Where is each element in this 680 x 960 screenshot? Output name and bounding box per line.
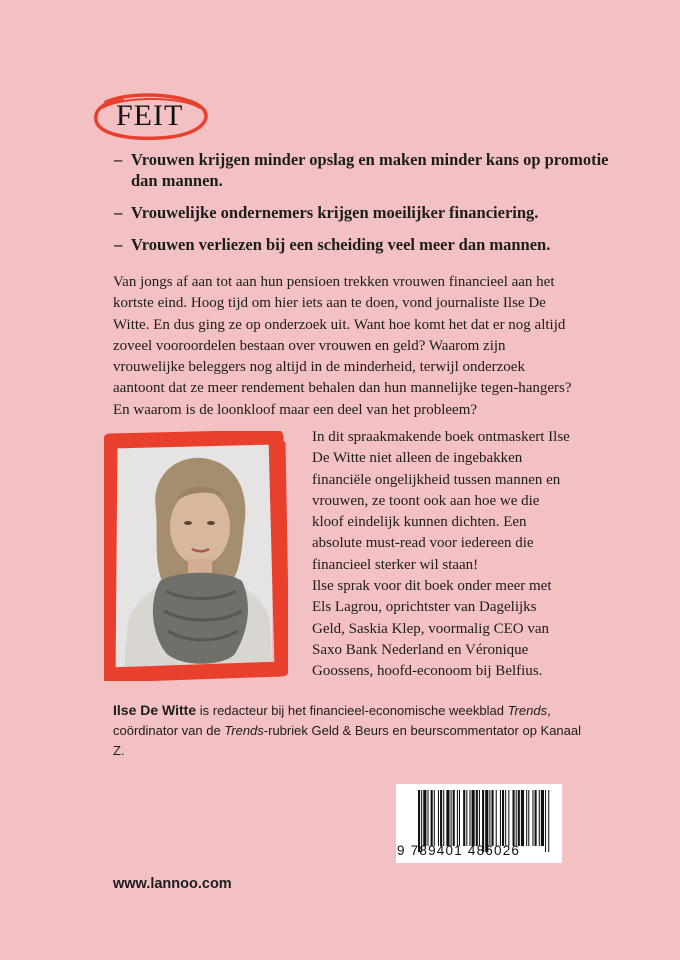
barcode-bar (457, 790, 458, 846)
intro-paragraph: Van jongs af aan tot aan hun pensioen trekken vrouwen financieel aan het kortste eind. Hoog tijd om hier iets aan te doen, vond journaliste Ilse De Witte. En dus ging ze op onderzoek uit. Want hoe komt het dat er nog altijd zoveel vooroordelen bestaan over vrouwen en geld? Waarom zijn vrouwelijke beleggers nog altijd in de minderheid, terwijl onderzoek aantoont dat ze meer rendement behalen dan hun mannelijke tegen-hangers? En waarom is de loonkloof maar een deel van het probleem? (113, 274, 572, 418)
bio-line-1 (113, 700, 593, 721)
fact-dash: – (114, 150, 123, 169)
barcode-bar (476, 790, 478, 846)
barcode-bar (469, 790, 470, 846)
fact-text: Vrouwelijke ondernemers krijgen moeilijker financiering. (131, 203, 539, 222)
author-portrait-image (104, 431, 288, 681)
author-bio (113, 700, 593, 761)
publisher-website: www.lannoo.com (113, 876, 232, 892)
bio-magazine-1: Trends (507, 703, 548, 718)
barcode-bar (535, 790, 537, 846)
barcode-bar (440, 790, 442, 846)
barcode-bar (492, 790, 494, 846)
paragraph-3: Ilse sprak voor dit boek onder meer met Els Lagrou, oprichtster van Dagelijks Geld, Saskia Klep, voormalig CEO van Saxo Bank Nederland en Véronique Goossens, hoofd-econoom bij Belfius. (312, 578, 552, 680)
barcode-bar (451, 790, 452, 846)
barcode-bar (438, 790, 439, 846)
barcode-bar (427, 790, 428, 846)
barcode-bar (502, 790, 504, 846)
feit-heading (92, 92, 210, 142)
bio-text-1: is redacteur bij het financieel-economische weekblad (196, 703, 508, 718)
author-name: Ilse De Witte (113, 702, 197, 718)
barcode-bar (526, 790, 527, 846)
fact-text: Vrouwen verliezen bij een scheiding veel meer dan mannen. (131, 235, 551, 254)
bio-text-2: , (547, 703, 551, 718)
barcode-bar (472, 790, 475, 846)
paragraph-2: In dit spraakmakende boek ontmaskert Ilse De Witte niet alleen de ingebakken financiële ongelijkheid tussen mannen en vrouwen, ze toont ook aan hoe we die kloof eindelijk kunnen dichten. Een absolute must-read voor iedereen die financieel sterker wil staan! (312, 429, 570, 573)
barcode-bar (434, 790, 435, 846)
isbn-number: 9 789401 486026 (397, 843, 521, 858)
barcode-bar (521, 790, 524, 846)
bio-line-2 (113, 721, 593, 761)
barcode-bar (453, 790, 455, 846)
barcode-bar (443, 790, 444, 846)
facts-list (114, 149, 634, 266)
bio-text-4: -rubriek Geld & Beurs en beurscommentator op Kanaal Z. (113, 723, 582, 758)
feit-label: FEIT (116, 99, 184, 132)
barcode-bar (508, 790, 509, 846)
barcode-bar (516, 790, 517, 846)
barcode-bar (459, 790, 460, 846)
barcode-bar (500, 790, 501, 846)
fact-dash: – (114, 235, 123, 254)
barcode-bar (532, 790, 533, 846)
barcode-bar (431, 790, 433, 846)
barcode-bar (446, 790, 449, 846)
barcode-bar (466, 790, 467, 846)
barcode-bar (463, 790, 465, 846)
bio-text-3: coördinator van de (113, 723, 225, 738)
fact-item (114, 202, 634, 223)
bio-magazine-2: Trends (224, 723, 264, 738)
barcode-bar (528, 790, 529, 846)
barcode-bar (518, 790, 520, 846)
barcode-bar (479, 790, 480, 846)
barcode-bar (539, 790, 540, 846)
barcode-bar (496, 790, 497, 846)
author-photo (104, 431, 288, 681)
fact-item (114, 234, 634, 255)
fact-dash: – (114, 203, 123, 222)
barcode-bar (513, 790, 515, 846)
barcode-bar (541, 790, 544, 846)
fact-text: Vrouwen krijgen minder opslag en maken minder kans op promotie dan mannen. (131, 150, 609, 190)
barcode-bar (505, 790, 506, 846)
barcode-bar (489, 790, 490, 846)
barcode-bar (423, 790, 426, 846)
fact-item (114, 149, 634, 191)
